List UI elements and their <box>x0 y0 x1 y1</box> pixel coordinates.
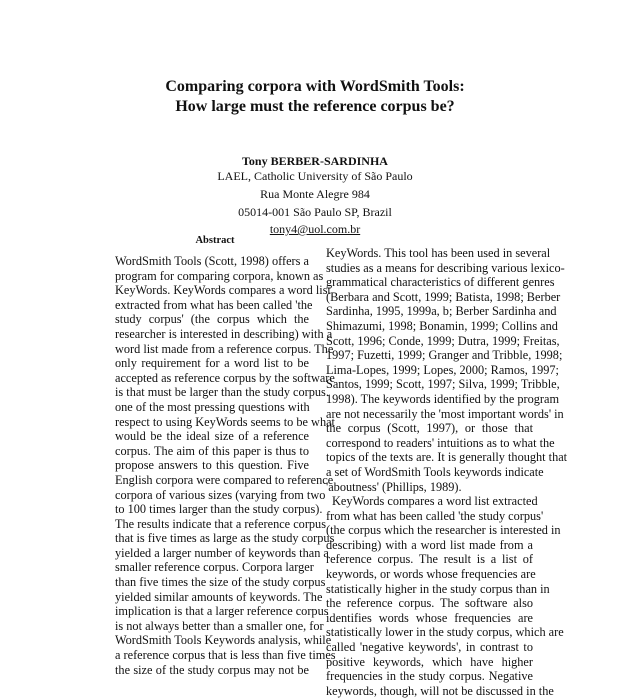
text-line: positive keywords, which have higher <box>326 654 533 669</box>
text-line: identifies words whose frequencies are <box>326 610 533 625</box>
text-line: the corpus (Scott, 1997), or those that <box>326 421 533 436</box>
text-line: studies as a means for describing various lexico- <box>326 260 565 275</box>
text-line: would be the ideal size of a reference <box>115 429 309 444</box>
text-line: (Berbara and Scott, 1999; Batista, 1998; Berber <box>326 289 561 304</box>
author-email <box>0 222 630 237</box>
text-line: study corpus' (the corpus which the <box>115 312 309 327</box>
text-line: keywords, though, will not be discussed in the <box>326 683 554 698</box>
text-line: 1997; Fuzetti, 1999; Granger and Tribble, 1998; <box>326 348 563 363</box>
affiliation-line: Rua Monte Alegre 984 <box>260 187 370 201</box>
text-line: correspond to readers' intuitions as to what the <box>326 435 555 450</box>
text-line: researcher is interested in describing) with a <box>115 326 333 341</box>
body-column-right <box>326 246 568 698</box>
text-line: yielded a larger number of keywords than a <box>115 545 329 560</box>
text-line: are not necessarily the 'most important words' in <box>326 406 564 421</box>
text-line: WordSmith Tools (Scott, 1998) offers a <box>115 254 309 268</box>
affiliation-line: 05014-001 São Paulo SP, Brazil <box>238 205 392 219</box>
text-line: statistically higher in the study corpus than in <box>326 581 550 596</box>
text-line: a reference corpus that is less than five times <box>115 648 336 663</box>
text-line: extracted from what has been called 'the <box>115 297 313 312</box>
text-line: KeyWords. KeyWords compares a word list <box>115 283 331 298</box>
text-line: topics of the texts are. It is generally thought that <box>326 450 568 465</box>
text-line: corpora of various sizes (varying from two <box>115 487 326 502</box>
text-line: is not always better than a smaller one, for <box>115 618 324 633</box>
text-line: a set of WordSmith Tools keywords indicate <box>326 464 544 479</box>
text-line: from what has been called 'the study corpus' <box>326 508 544 523</box>
text-line: 1998). The keywords identified by the program <box>326 391 560 406</box>
text-line: Sardinha, 1995, 1999a, b; Berber Sardinha and <box>326 304 557 319</box>
text-line: Lima-Lopes, 1999; Lopes, 2000; Ramos, 1997; <box>326 362 559 377</box>
text-line: the reference corpus. The software also <box>326 596 533 611</box>
text-line: frequencies in the study corpus. Negative <box>326 669 533 684</box>
text-line: (the corpus which the researcher is interested in <box>326 523 561 538</box>
text-line: program for comparing corpora, known as <box>115 268 324 283</box>
text-line: statistically lower in the study corpus, which are <box>326 625 564 640</box>
text-line: is that must be larger than the study corpus. <box>115 385 329 400</box>
text-line: to 100 times larger than the study corpus). <box>115 502 323 517</box>
text-line: Shimazumi, 1998; Bonamin, 1999; Collins and <box>326 318 558 333</box>
text-line: word list made from a reference corpus. The <box>115 341 334 356</box>
text-line: respect to using KeyWords seems to be what <box>115 414 335 429</box>
text-line: Santos, 1999; Scott, 1997; Silva, 1999; Tribble, <box>326 377 560 392</box>
text-line: implication is that a larger reference corpus <box>115 604 329 619</box>
text-line: propose answers to this question. Five <box>115 458 309 473</box>
text-line: grammatical characteristics of different genres <box>326 275 555 290</box>
text-line: 'aboutness' (Phillips, 1989). <box>326 479 462 494</box>
text-line: accepted as reference corpus by the software <box>115 370 335 385</box>
text-line: describing) with a word list made from a <box>326 537 533 552</box>
text-line: the size of the study corpus may not be <box>115 662 309 677</box>
text-line: yielded similar amounts of keywords. The <box>115 589 323 604</box>
text-line: WordSmith Tools Keywords analysis, while <box>115 633 332 648</box>
text-line: only requirement for a word list to be <box>115 356 309 371</box>
paper-title-line-1: Comparing corpora with WordSmith Tools: <box>165 78 465 95</box>
text-line: corpus. The aim of this paper is thus to <box>115 443 309 458</box>
text-line: The results indicate that a reference corpus <box>115 516 326 531</box>
text-line: keywords, or words whose frequencies are <box>326 567 536 582</box>
text-line: reference corpus. The result is a list of <box>326 552 533 567</box>
affiliation-line: LAEL, Catholic University of São Paulo <box>217 169 413 183</box>
text-line: than five times the size of the study corpus <box>115 575 326 590</box>
email-link[interactable]: tony4@uol.com.br <box>269 222 361 236</box>
paper-title-line-2: How large must the reference corpus be? <box>175 98 455 115</box>
text-line: KeyWords. This tool has been used in several <box>326 246 551 260</box>
abstract-column <box>115 254 336 677</box>
abstract-heading: Abstract <box>195 235 235 246</box>
text-line: Scott, 1996; Conde, 1999; Dutra, 1999; Freitas, <box>326 333 560 348</box>
text-line: smaller reference corpus. Corpora larger <box>115 560 314 575</box>
text-line: one of the most pressing questions with <box>115 399 310 414</box>
text-line: English corpora were compared to reference <box>115 472 334 487</box>
text-line: KeyWords compares a word list extracted <box>332 494 538 509</box>
author-name: Tony BERBER-SARDINHA <box>242 154 388 168</box>
text-line: that is five times as large as the study corpus <box>115 531 335 546</box>
text-line: called 'negative keywords', in contrast to <box>326 640 533 655</box>
